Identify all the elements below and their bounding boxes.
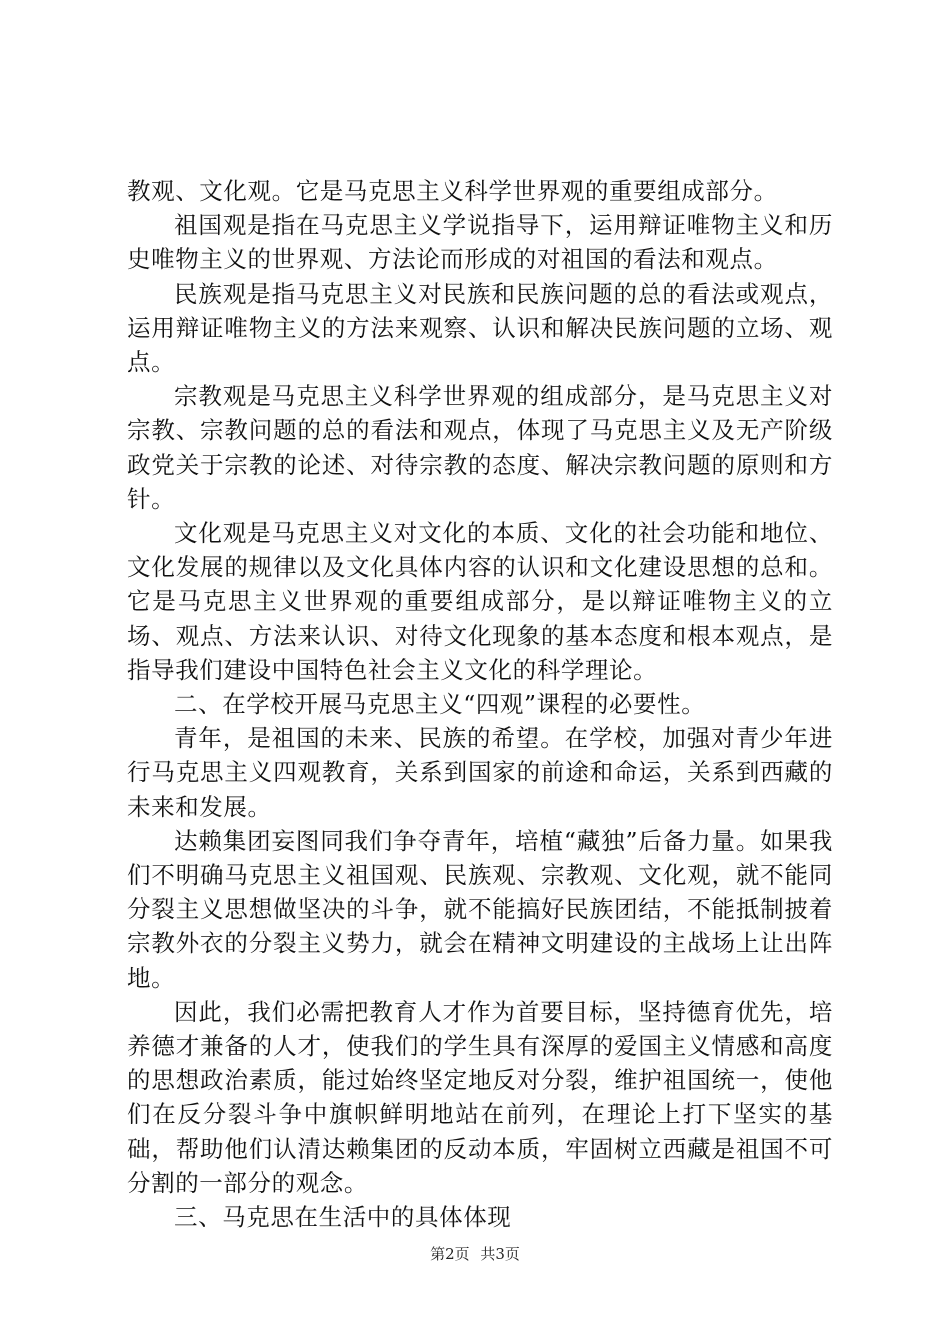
section-heading-two: 二、在学校开展马克思主义“四观”课程的必要性。 (174, 690, 706, 719)
section-heading-three: 三、马克思在生活中的具体体现 (174, 1203, 512, 1232)
paragraph-motherland-view: 祖国观是指在马克思主义学说指导下，运用辩证唯物主义和历史唯物主义的世界观、方法论而形成的对祖国的看法和观点。 (127, 211, 833, 274)
page-number: 第2页 (430, 1245, 470, 1263)
document-body (127, 174, 833, 1234)
page-total: 共3页 (480, 1245, 520, 1263)
paragraph-religion-view: 宗教观是马克思主义科学世界观的组成部分，是马克思主义对宗教、宗教问题的总的看法和观点，体现了马克思主义及无产阶级政党关于宗教的论述、对待宗教的态度、解决宗教问题的原则和方针。 (127, 382, 833, 513)
paragraph-culture-view: 文化观是马克思主义对文化的本质、文化的社会功能和地位、文化发展的规律以及文化具体内容的认识和文化建设思想的总和。它是马克思主义世界观的重要组成部分，是以辩证唯物主义的立场、观点、方法来认识、对待文化现象的基本态度和根本观点，是指导我们建设中国特色社会主义文化的科学理论。 (127, 519, 833, 684)
paragraph-youth: 青年，是祖国的未来、民族的希望。在学校，加强对青少年进行马克思主义四观教育，关系到国家的前途和命运，关系到西藏的未来和发展。 (127, 724, 833, 821)
page-footer (0, 1244, 950, 1264)
paragraph-dalai-group: 达赖集团妄图同我们争夺青年，培植“藏独”后备力量。如果我们不明确马克思主义祖国观、民族观、宗教观、文化观，就不能同分裂主义思想做坚决的斗争，就不能搞好民族团结，不能抵制披着宗教外衣的分裂主义势力，就会在精神文明建设的主战场上让出阵地。 (127, 826, 833, 992)
paragraph-therefore: 因此，我们必需把教育人才作为首要目标，坚持德育优先，培养德才兼备的人才，使我们的学生具有深厚的爱国主义情感和高度的思想政治素质，能过始终坚定地反对分裂，维护祖国统一，使他们在反分裂斗争中旗帜鲜明地站在前列，在理论上打下坚实的基础，帮助他们认清达赖集团的反动本质，牢固树立西藏是祖国不可分割的一部分的观念。 (127, 997, 833, 1197)
paragraph-continuation: 教观、文化观。它是马克思主义科学世界观的重要组成部分。 (127, 177, 778, 205)
paragraph-ethnic-view: 民族观是指马克思主义对民族和民族问题的总的看法或观点，运用辩证唯物主义的方法来观察、认识和解决民族问题的立场、观点。 (127, 279, 833, 377)
